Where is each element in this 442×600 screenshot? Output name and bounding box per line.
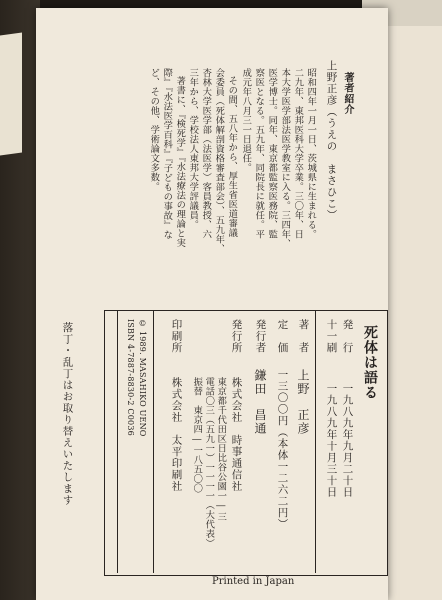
publisher: 株式会社 時事通信社 (230, 377, 243, 492)
edition-date: 一九八九年九月二十日 (341, 383, 354, 498)
bio-line-2: 二九年、東邦医科大学卒業。三〇年、日 (292, 68, 304, 239)
bio-line-4: 医学博士。同年、東京都監察医務院、監 (266, 68, 278, 239)
replacement-note: 落丁・乱丁はお取り替えいたします (61, 322, 74, 506)
edition-label: 発 行 (341, 319, 354, 354)
bio-line-12: 際』『水法医学百科』『子どもの事故』な (161, 68, 173, 240)
printing-label: 十一刷 (325, 319, 338, 354)
publisher-label: 発行所 (230, 319, 243, 354)
publisher-transfer: 振替 東京四―一八五〇〇 (191, 377, 203, 493)
colophon-author: 上野 正彦 (296, 369, 310, 435)
author-name-line: 上野正彦（うえの まさひこ） (325, 60, 338, 221)
copyright: © 1989. MASAHIKO UENO (138, 319, 147, 437)
publisher-person-label: 発行者 (254, 319, 267, 354)
bio-line-6: 成元年八月三一日退任。 (240, 68, 252, 173)
author-label: 著 者 (297, 319, 310, 354)
publisher-person: 鎌田 昌通 (253, 369, 267, 435)
book-page (36, 8, 388, 600)
colophon-rule-2 (153, 311, 154, 573)
bio-line-1: 昭和四年一月一日、茨城県に生まれる。 (305, 68, 317, 239)
bio-line-11: 著書に、『検死学』『水法療法の理論と実 (174, 76, 186, 248)
book-title: 死体は語る (362, 325, 378, 400)
bio-line-7: その間、五八年から、厚生省医道審議 (226, 76, 238, 238)
isbn: ISBN 4-7887-8830-2 C0036 (126, 319, 135, 436)
printer-label: 印刷所 (170, 319, 183, 354)
bio-line-10: 三年から、学校法人東邦大学評議員。 (187, 68, 199, 230)
printer: 株式会社 太平印刷社 (170, 377, 183, 492)
publisher-address: 東京都千代田区日比谷公園一―三 (215, 377, 227, 522)
bio-line-3: 本大学医学部法医学教室に入る。三四年、 (279, 68, 291, 249)
background-paper-scrap (0, 32, 22, 155)
printed-in-japan: Printed in Japan (212, 576, 295, 587)
colophon-box (104, 310, 388, 576)
bio-line-8: 会委員（死体解剖資格審査部会）、五九年、 (213, 68, 225, 254)
bio-line-5: 察医となる。五九年、同院長に就任。平 (253, 68, 265, 239)
price: 一三〇〇円（本体一二六二円） (276, 369, 289, 530)
bio-line-9: 杏林大学医学部（法医学）客員教授、六 (200, 68, 212, 239)
facing-page (386, 26, 442, 600)
bio-line-13: ど、その他、学術論文多数。 (148, 68, 160, 192)
profile-heading: 著者紹介 (342, 72, 353, 116)
publisher-phone: 電話〇三（五九一）一一一一（大代表） (203, 377, 215, 548)
printing-date: 一九八九年十月三十日 (325, 383, 338, 498)
price-label: 定 価 (276, 319, 289, 354)
colophon-rule-1 (315, 311, 316, 573)
colophon-rule-3 (117, 311, 118, 573)
